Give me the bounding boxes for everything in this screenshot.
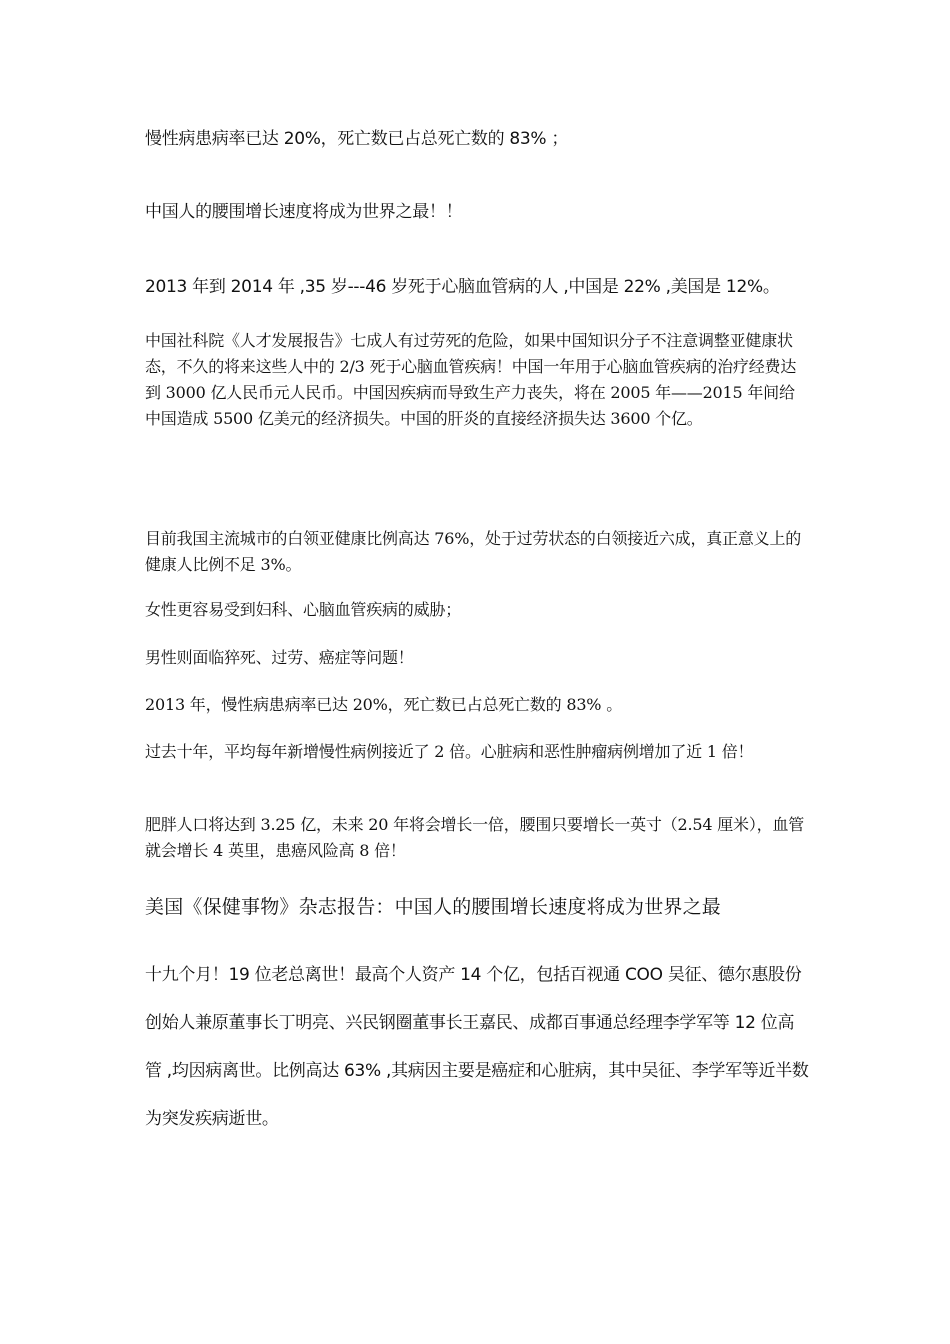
paragraph-past-decade: 过去十年，平均每年新增慢性病例接近了 2 倍。心脏病和恶性肿瘤病例增加了近 1 倍！	[145, 742, 754, 761]
paragraph-men-risk: 男性则面临猝死、过劳、癌症等问题！	[145, 648, 414, 667]
paragraph-health-affairs-report: 美国《保健事物》杂志报告：中国人的腰围增长速度将成为世界之最	[145, 896, 722, 918]
paragraph-waistline-headline: 中国人的腰围增长速度将成为世界之最！！	[145, 202, 463, 222]
paragraph-talent-report: 中国社科院《人才发展报告》七成人有过劳死的危险，如果中国知识分子不注意调整亚健康状态，不久的将来这些人中的 2/3 死于心脑血管疾病！中国一年用于心脑血管疾病的治疗经费达到 3000 亿人民币元人民币。中国因疾病而导致生产力丧失，将在 2005 年——2015 年间给中国造成 5500 亿美元的经济损失。中国的肝炎的直接经济损失达 3600 个亿。	[145, 331, 797, 428]
paragraph-cardiovascular-deaths: 2013 年到 2014 年 ,35 岁---46 岁死于心脑血管病的人 ,中国是 22% ,美国是 12%。	[145, 277, 780, 297]
paragraph-white-collar-health: 目前我国主流城市的白领亚健康比例高达 76%，处于过劳状态的白领接近六成，真正意义上的健康人比例不足 3%。	[145, 529, 802, 574]
paragraph-2013-chronic: 2013 年，慢性病患病率已达 20%，死亡数已占总死亡数的 83% 。	[145, 695, 622, 714]
paragraph-executives-deaths: 十九个月！19 位老总离世！最高个人资产 14 个亿，包括百视通 COO 吴征、德尔惠股份创始人兼原董事长丁明亮、兴民钢圈董事长王嘉民、成都百事通总经理李学军等 12 位高管 ,均因病离世。比例高达 63% ,其病因主要是癌症和心脏病，其中吴征、李学军等近半数为突发疾病逝世。	[145, 965, 809, 1129]
paragraph-obesity: 肥胖人口将达到 3.25 亿，未来 20 年将会增长一倍，腰围只要增长一英寸（2.54 厘米），血管就会增长 4 英里，患癌风险高 8 倍！	[145, 815, 805, 860]
paragraph-chronic-disease-rate: 慢性病患病率已达 20%，死亡数已占总死亡数的 83% ；	[145, 129, 569, 149]
paragraph-women-risk: 女性更容易受到妇科、心脑血管疾病的威胁；	[145, 600, 462, 619]
